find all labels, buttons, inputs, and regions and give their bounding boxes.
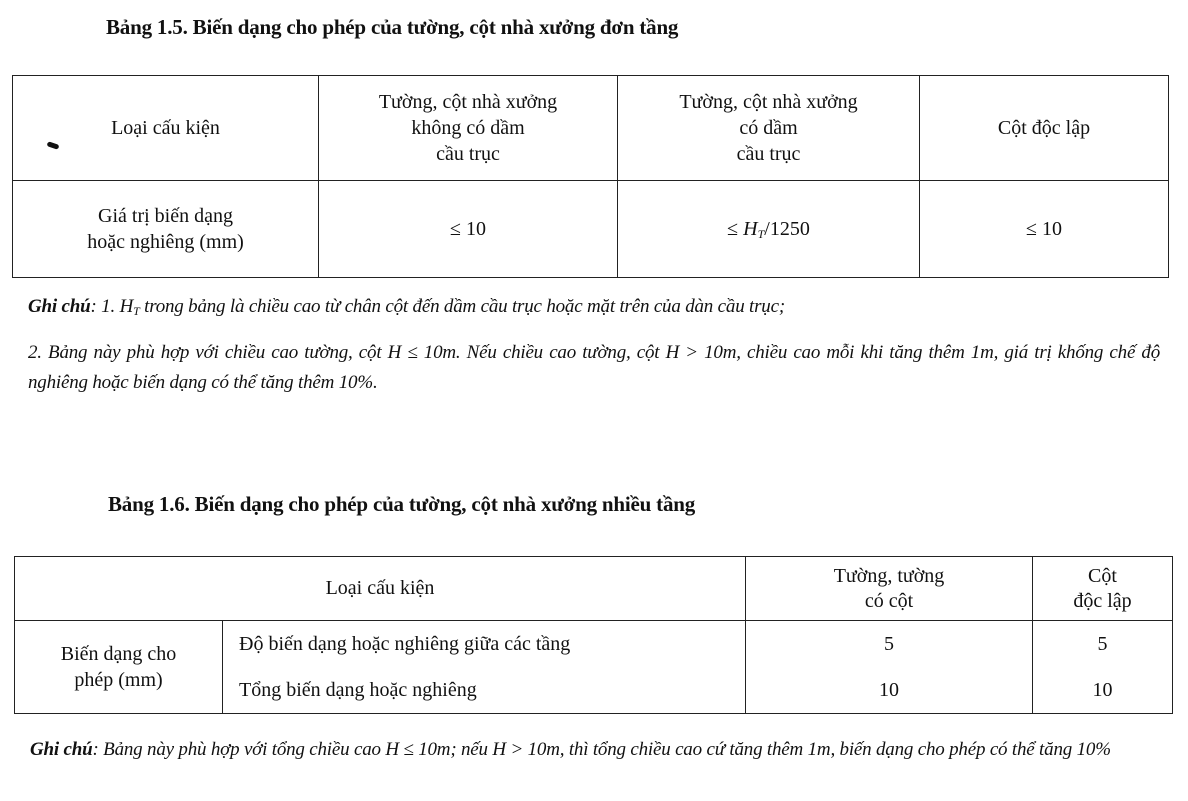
value-cell-independent-column: ≤ 10 (920, 181, 1169, 278)
table-1-5-title: Bảng 1.5. Biến dạng cho phép của tường, cột nhà xưởng đơn tầng (106, 15, 679, 39)
header-cell-with-crane (618, 76, 920, 181)
header-cell-independent-column (1033, 557, 1173, 621)
row-label-cell (13, 181, 319, 278)
note-text: : Bảng này phù hợp với tổng chiều cao H ≤ 10m; nếu H > 10m, thì tổng chiều cao cứ tăng thêm 1m, biến dạng cho phép có thể tăng 10% (92, 739, 1111, 760)
value-cell-no-crane: ≤ 10 (319, 181, 618, 278)
value-prefix: ≤ (727, 217, 744, 240)
row-label-cell: Tổng biến dạng hoặc nghiêng (223, 667, 746, 714)
header-label: Cột độc lập (997, 117, 1091, 139)
note-label: Ghi chú (30, 739, 93, 760)
value-suffix: /1250 (764, 217, 810, 240)
value-variable: H (743, 217, 758, 240)
table-1-6-title: Bảng 1.6. Biến dạng cho phép của tường, cột nhà xưởng nhiều tầng (108, 492, 696, 516)
note-item-1 (28, 292, 1160, 326)
note-label: Ghi chú (28, 296, 91, 317)
header-label: Loại cấu kiện (111, 117, 220, 139)
value-cell-with-crane (618, 181, 920, 278)
header-line: Tường, cột nhà xưởng (378, 91, 558, 113)
header-line: cầu trục (736, 143, 801, 165)
table-1-6 (14, 556, 1173, 714)
row-label-cell: Độ biến dạng hoặc nghiêng giữa các tầng (223, 621, 746, 668)
header-line: có dầm (739, 117, 798, 139)
header-line: cầu trục (436, 143, 500, 165)
header-line: có cột (864, 589, 914, 612)
value-subscript: T (757, 226, 765, 241)
table-row (15, 621, 1173, 668)
value-cell-wall: 10 (746, 667, 1033, 714)
header-line: độc lập (1073, 589, 1132, 612)
note-variable: H (119, 296, 134, 317)
table-1-5 (12, 75, 1169, 278)
row-label-line: Giá trị biến dạng (98, 205, 233, 227)
header-cell-independent-column (920, 76, 1169, 181)
group-label-cell (15, 621, 223, 714)
table-1-6-note (30, 735, 1160, 764)
note-text: trong bảng là chiều cao từ chân cột đến dầm cầu trục hoặc mặt trên của dàn cầu trục; (139, 296, 785, 317)
table-1-5-notes (28, 292, 1160, 398)
header-cell-component-type (13, 76, 319, 181)
header-line: Tường, tường (833, 564, 945, 587)
header-line: không có dầm (411, 117, 525, 139)
value-cell-independent-column: 10 (1033, 667, 1173, 714)
note-prefix: : 1. (90, 296, 120, 317)
note-subscript: T (133, 304, 140, 318)
note-item-2: 2. Bảng này phù hợp với chiều cao tường, cột H ≤ 10m. Nếu chiều cao tường, cột H > 10m, chiều cao mỗi khi tăng thêm 1m, giá trị khống chế độ nghiêng hoặc biến dạng có thể tăng thêm 10%. (28, 342, 1160, 393)
header-line: Tường, cột nhà xưởng (679, 91, 858, 113)
row-label-line: hoặc nghiêng (mm) (87, 231, 244, 253)
value-cell-wall: 5 (746, 621, 1033, 668)
group-label-line: Biến dạng cho (60, 643, 177, 665)
header-label: Loại cấu kiện (325, 577, 435, 599)
header-cell-component-type (15, 557, 746, 621)
header-cell-wall (746, 557, 1033, 621)
value-cell-independent-column: 5 (1033, 621, 1173, 668)
header-cell-no-crane (319, 76, 618, 181)
table-1-5-header-row (13, 76, 1169, 181)
table-1-6-header-row (15, 557, 1173, 621)
header-line: Cột (1088, 564, 1117, 587)
table-row (13, 181, 1169, 278)
group-label-line: phép (mm) (74, 669, 163, 691)
